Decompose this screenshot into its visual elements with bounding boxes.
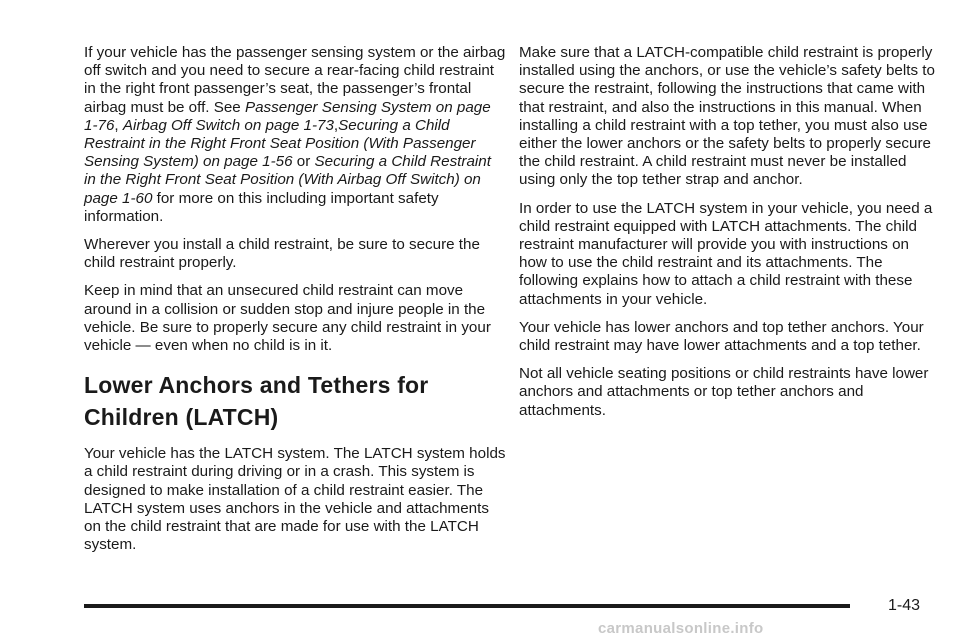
paragraph-latch-usage: In order to use the LATCH system in your vehicle, you need a child restraint equipped with LATCH attachments. The child restraint manufacturer will provide you with instructions on how to use the child restraint and its attachments. The following explains how to attach a child restraint with these attachments in your vehicle. (519, 199, 933, 308)
separator: , (333, 116, 339, 134)
section-heading-latch: Lower Anchors and Tethers for Children (LATCH) (84, 372, 429, 431)
cross-reference-securing-airbag-off[interactable]: Securing a Child Restraint in the Right Front Seat Position (With Airbag Off Switch) on page 1-60 (84, 153, 491, 207)
paragraph-unsecured-restraint: Keep in mind that an unsecured child restraint can move around in a collision or sudden stop and injure people in the vehicle. Be sure to properly secure any child restraint in your vehicle — even when no child is in it. (84, 282, 491, 355)
left-column (84, 44, 506, 564)
cross-reference-airbag-off-switch[interactable]: Airbag Off Switch on page 1-73 (122, 116, 334, 134)
paragraph-not-all-positions: Not all vehicle seating positions or child restraints have lower anchors and attachments or top tether anchors and attachments. (519, 365, 929, 419)
page-number: 1-43 (888, 597, 921, 614)
conjunction: or (292, 153, 315, 171)
paragraph-latch-intro: Your vehicle has the LATCH system. The LATCH system holds a child restraint during driving or in a crash. This system is designed to make installation of a child restraint easier. The LATCH system uses anchors in the vehicle and attachments on the child restraint that are made for use with the LATCH system. (84, 445, 506, 554)
paragraph-text: If your vehicle has the passenger sensing system or the airbag off switch and you need to secure a rear-facing child restraint in the right front passenger’s seat, the passenger’s frontal airbag must be off. See (84, 44, 506, 116)
cross-reference-securing-passenger-sensing[interactable]: Securing a Child Restraint in the Right Front Seat Position (With Passenger Sensing System) on page 1-56 (84, 116, 476, 171)
cross-reference-passenger-sensing[interactable]: Passenger Sensing System on page 1-76 (84, 98, 491, 134)
paragraph-passenger-airbag (84, 44, 506, 226)
right-column (519, 44, 941, 430)
separator: , (114, 116, 123, 134)
paragraph-text: for more on this including important safety information. (84, 189, 439, 225)
paragraph-anchors: Your vehicle has lower anchors and top tether anchors. Your child restraint may have lower attachments and a top tether. (519, 318, 924, 355)
paragraph-secure-properly: Wherever you install a child restraint, be sure to secure the child restraint properly. (84, 236, 480, 272)
watermark: carmanualsonline.info (598, 620, 764, 637)
paragraph-latch-compatible: Make sure that a LATCH-compatible child restraint is properly installed using the anchors, or use the vehicle’s safety belts to secure the restraint, following the instructions that came with that restraint, and also the instructions in this manual. When installing a child restraint with a top tether, you must also use either the lower anchors or the safety belts to properly secure the child restraint. A child restraint must never be installed using only the top tether strap and anchor. (519, 44, 935, 189)
footer-rule (84, 604, 850, 608)
